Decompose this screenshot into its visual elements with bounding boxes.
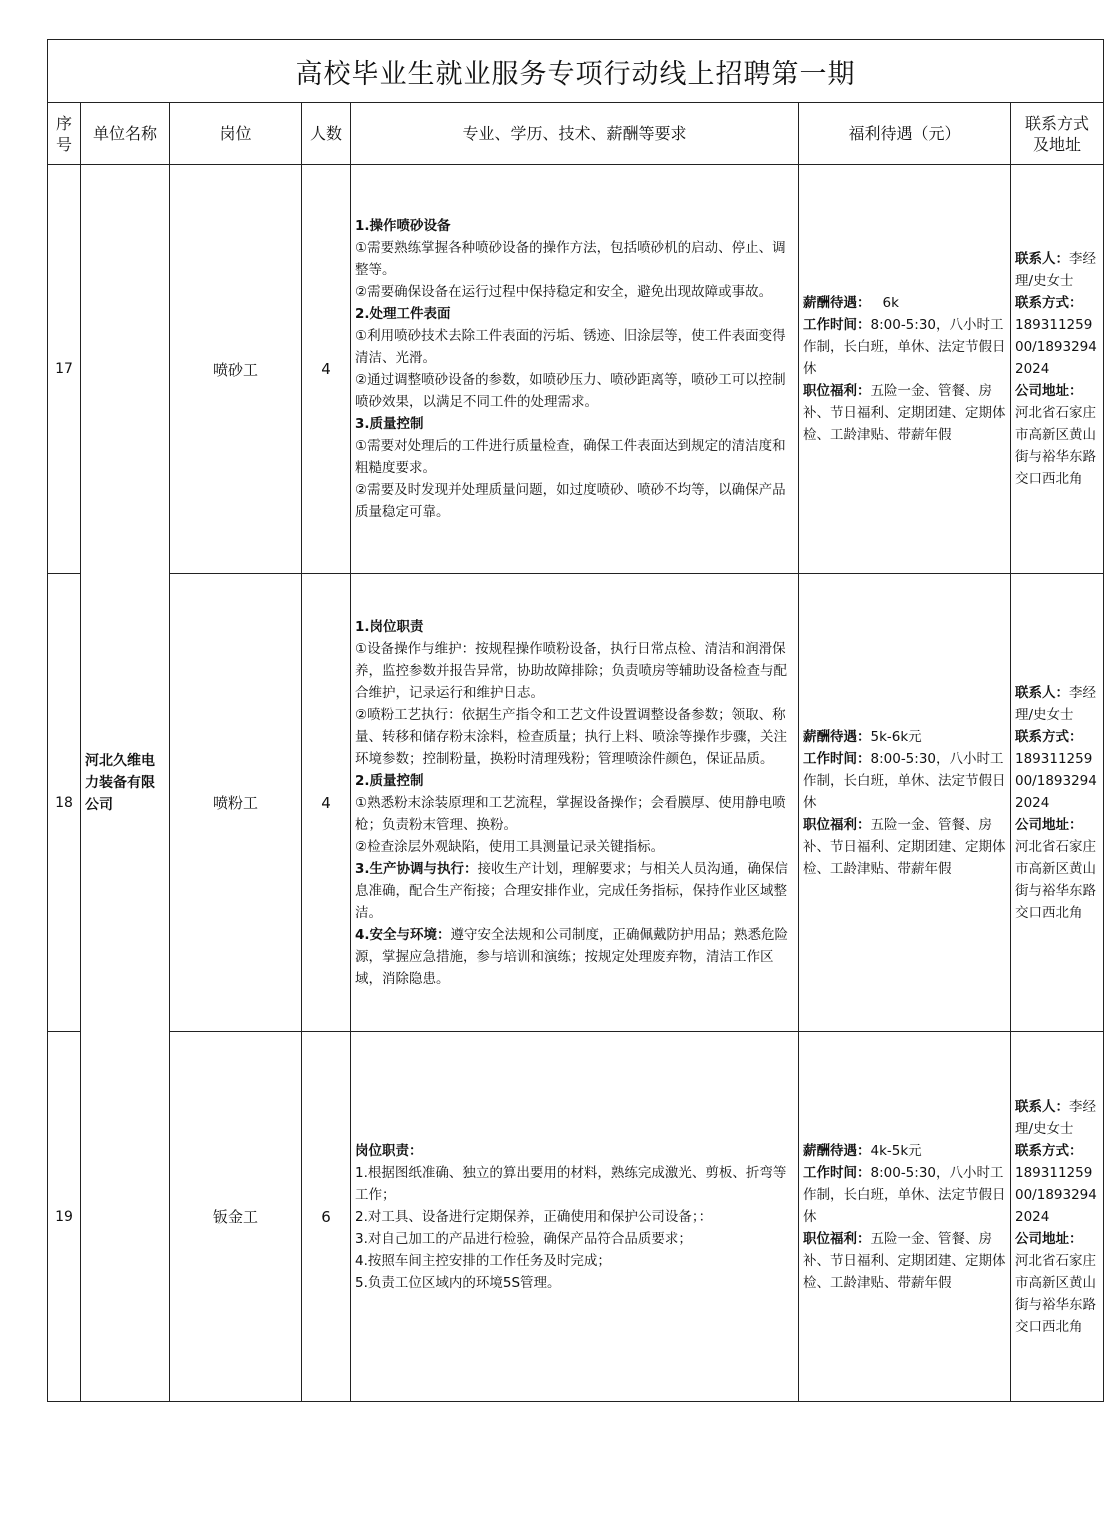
row-contact (1011, 1032, 1104, 1402)
requirement-text: ②喷粉工艺执行：依据生产指令和工艺文件设置调整设备参数；领取、称量、转移和储存粉末涂料，检查质量；执行上料、喷涂等操作步骤，关注环境参数；控制粉量，换粉时清理残粉；管理喷涂件颜色，保证品质。 (355, 706, 787, 767)
requirement-text: ①需要对处理后的工件进行质量检查，确保工件表面达到规定的清洁度和粗糙度要求。 (355, 438, 786, 476)
header-contact: 联系方式及地址 (1011, 103, 1104, 165)
hours-label: 工作时间： (803, 317, 871, 333)
requirement-heading: 4.安全与环境： (355, 926, 451, 943)
row-seq: 17 (48, 165, 81, 574)
contact-label: 联系人： (1015, 251, 1069, 267)
contact-label: 联系人： (1015, 1098, 1069, 1115)
requirement-heading: 3.质量控制 (355, 416, 424, 432)
row-requirements (351, 574, 799, 1032)
requirement-heading: 1.岗位职责 (355, 618, 424, 635)
requirement-line (355, 638, 790, 704)
row-count: 4 (302, 574, 351, 1032)
row-seq: 18 (48, 574, 81, 1032)
requirement-line (355, 1140, 790, 1162)
salary-value: 4k-5k元 (870, 1142, 922, 1159)
benefits-value: 五险一金、管餐、房补、节日福利、定期团建、定期体检、工龄津贴、带薪年假 (803, 1230, 1006, 1291)
phone-value: 18931125900/18932942024 (1015, 1164, 1097, 1225)
header-count: 人数 (302, 103, 351, 165)
requirement-text: ①设备操作与维护：按规程操作喷粉设备，执行日常点检、清洁和润滑保养，监控参数并报告异常，协助故障排除；负责喷房等辅助设备检查与配合维护，记录运行和维护日志。 (355, 640, 787, 701)
requirement-heading: 3.生产协调与执行： (355, 860, 478, 877)
salary-value: 5k-6k元 (870, 728, 922, 745)
requirement-text: ②检查涂层外观缺陷，使用工具测量记录关键指标。 (355, 838, 665, 855)
hours-value: 8:00-5:30，八小时工作制，长白班，单休、法定节假日休 (803, 317, 1006, 377)
salary-label: 薪酬待遇： (803, 295, 871, 311)
header-row (48, 103, 1104, 165)
phone-value: 18931125900/18932942024 (1015, 750, 1097, 811)
requirement-heading: 岗位职责： (355, 1142, 423, 1159)
row-requirements (351, 1032, 799, 1402)
row-count: 6 (302, 1032, 351, 1402)
requirement-heading: 2.处理工件表面 (355, 306, 451, 322)
requirement-text: 3.对自己加工的产品进行检验，确保产品符合品质要求； (355, 1230, 692, 1247)
benefits-label: 职位福利： (803, 383, 871, 399)
contact-person: 李经理/史女士 (1015, 251, 1096, 289)
requirement-heading: 1.操作喷砂设备 (355, 218, 451, 234)
salary-value: 6k (882, 295, 899, 311)
header-welfare: 福利待遇（元） (799, 103, 1011, 165)
phone-label: 联系方式： (1015, 1142, 1083, 1159)
page-title: 高校毕业生就业服务专项行动线上招聘第一期 (48, 40, 1104, 103)
requirement-text: ①熟悉粉末涂装原理和工艺流程，掌握设备操作；会看膜厚、使用静电喷枪；负责粉末管理、换粉。 (355, 794, 786, 833)
requirement-line (355, 435, 790, 479)
requirement-line (355, 1250, 790, 1272)
contact-person: 李经理/史女士 (1015, 1098, 1096, 1137)
requirement-line (355, 281, 790, 303)
row-position: 钣金工 (170, 1032, 302, 1402)
phone-label: 联系方式： (1015, 728, 1083, 745)
row-seq: 19 (48, 1032, 81, 1402)
address-value: 河北省石家庄市高新区黄山街与裕华东路交口西北角 (1015, 405, 1096, 487)
table-row (48, 574, 1104, 1032)
phone-label: 联系方式： (1015, 295, 1083, 311)
requirement-text: ②需要及时发现并处理质量问题，如过度喷砂、喷砂不均等，以确保产品质量稳定可靠。 (355, 482, 786, 520)
header-unit: 单位名称 (81, 103, 170, 165)
requirement-text: 4.按照车间主控安排的工作任务及时完成； (355, 1252, 611, 1269)
address-label: 公司地址： (1015, 383, 1083, 399)
requirement-text: 遵守安全法规和公司制度，正确佩戴防护用品；熟悉危险源，掌握应急措施，参与培训和演练；按规定处理废弃物，清洁工作区域，消除隐患。 (355, 926, 789, 987)
requirement-line (355, 479, 790, 523)
row-welfare (799, 574, 1011, 1032)
row-requirements (351, 165, 799, 574)
benefits-label: 职位福利： (803, 1230, 871, 1247)
row-count: 4 (302, 165, 351, 574)
requirement-line (355, 303, 790, 325)
requirement-text: 2.对工具、设备进行定期保养，正确使用和保护公司设备；： (355, 1208, 713, 1225)
header-position: 岗位 (170, 103, 302, 165)
requirement-text: ①需要熟练掌握各种喷砂设备的操作方法，包括喷砂机的启动、停止、调整等。 (355, 240, 786, 278)
requirement-line (355, 325, 790, 369)
address-label: 公司地址： (1015, 816, 1083, 833)
requirement-text: 5.负责工位区域内的环境5S管理。 (355, 1274, 561, 1291)
row-contact (1011, 165, 1104, 574)
phone-value: 18931125900/18932942024 (1015, 317, 1097, 377)
row-position: 喷粉工 (170, 574, 302, 1032)
address-label: 公司地址： (1015, 1230, 1083, 1247)
header-seq: 序号 (48, 103, 81, 165)
header-requirements: 专业、学历、技术、薪酬等要求 (351, 103, 799, 165)
address-value: 河北省石家庄市高新区黄山街与裕华东路交口西北角 (1015, 1252, 1096, 1335)
requirement-heading: 2.质量控制 (355, 772, 424, 789)
requirement-line (355, 413, 790, 435)
row-welfare (799, 165, 1011, 574)
requirement-line (355, 237, 790, 281)
requirement-line (355, 1272, 790, 1294)
company-name: 河北久维电力装备有限公司 (81, 165, 170, 1402)
requirement-text: 接收生产计划，理解要求；与相关人员沟通，确保信息准确，配合生产衔接；合理安排作业，完成任务指标，保持作业区域整洁。 (355, 860, 789, 921)
requirement-line (355, 858, 790, 924)
contact-label: 联系人： (1015, 684, 1069, 701)
row-position: 喷砂工 (170, 165, 302, 574)
requirement-line (355, 616, 790, 638)
hours-value: 8:00-5:30，八小时工作制，长白班，单休、法定节假日休 (803, 1164, 1006, 1225)
table-row (48, 1032, 1104, 1402)
requirement-text: ②通过调整喷砂设备的参数，如喷砂压力、喷砂距离等，喷砂工可以控制喷砂效果，以满足不同工件的处理需求。 (355, 372, 786, 410)
table-row (48, 165, 1104, 574)
job-table (47, 39, 1104, 1402)
salary-label: 薪酬待遇： (803, 1142, 871, 1159)
contact-person: 李经理/史女士 (1015, 684, 1096, 723)
requirement-line (355, 215, 790, 237)
requirement-line (355, 1206, 790, 1228)
requirement-line (355, 1162, 790, 1206)
hours-value: 8:00-5:30，八小时工作制，长白班，单休、法定节假日休 (803, 750, 1006, 811)
requirement-line (355, 704, 790, 770)
requirement-text: ②需要确保设备在运行过程中保持稳定和安全，避免出现故障或事故。 (355, 284, 773, 300)
address-value: 河北省石家庄市高新区黄山街与裕华东路交口西北角 (1015, 838, 1096, 921)
requirement-text: 1.根据图纸准确、独立的算出要用的材料，熟练完成激光、剪板、折弯等工作； (355, 1164, 787, 1203)
benefits-value: 五险一金、管餐、房补、节日福利、定期团建、定期体检、工龄津贴、带薪年假 (803, 383, 1006, 443)
requirement-line (355, 770, 790, 792)
hours-label: 工作时间： (803, 1164, 871, 1181)
requirement-line (355, 1228, 790, 1250)
row-contact (1011, 574, 1104, 1032)
benefits-value: 五险一金、管餐、房补、节日福利、定期团建、定期体检、工龄津贴、带薪年假 (803, 816, 1006, 877)
hours-label: 工作时间： (803, 750, 871, 767)
job-listing-sheet (47, 39, 1097, 1402)
requirement-text: ①利用喷砂技术去除工件表面的污垢、锈迹、旧涂层等，使工件表面变得清洁、光滑。 (355, 328, 786, 366)
requirement-line (355, 836, 790, 858)
salary-label: 薪酬待遇： (803, 728, 871, 745)
benefits-label: 职位福利： (803, 816, 871, 833)
row-welfare (799, 1032, 1011, 1402)
requirement-line (355, 924, 790, 990)
requirement-line (355, 792, 790, 836)
requirement-line (355, 369, 790, 413)
